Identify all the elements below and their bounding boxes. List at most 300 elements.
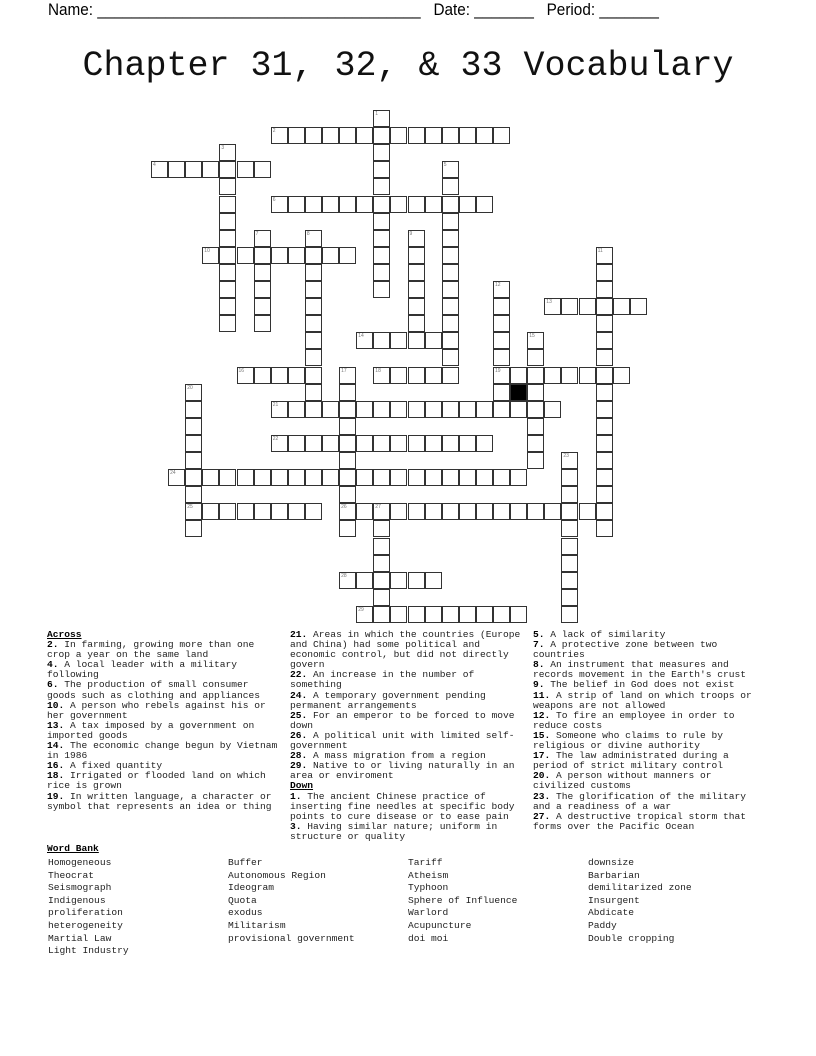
crossword-cell[interactable] bbox=[527, 418, 544, 435]
crossword-cell[interactable] bbox=[425, 503, 442, 520]
crossword-cell[interactable] bbox=[544, 298, 561, 315]
crossword-cell[interactable] bbox=[476, 127, 493, 144]
crossword-cell[interactable] bbox=[390, 606, 407, 623]
crossword-cell[interactable] bbox=[168, 469, 185, 486]
crossword-cell[interactable] bbox=[476, 469, 493, 486]
crossword-cell[interactable] bbox=[254, 298, 271, 315]
crossword-cell[interactable] bbox=[339, 384, 356, 401]
crossword-cell[interactable] bbox=[425, 401, 442, 418]
crossword-cell[interactable] bbox=[561, 367, 578, 384]
crossword-cell[interactable] bbox=[459, 469, 476, 486]
clue-number: 24. bbox=[290, 689, 308, 701]
crossword-cell[interactable] bbox=[339, 520, 356, 537]
crossword-cell[interactable] bbox=[185, 469, 202, 486]
word-bank-item: demilitarized zone bbox=[588, 882, 692, 894]
crossword-cell[interactable] bbox=[442, 127, 459, 144]
crossword-cell[interactable] bbox=[579, 367, 596, 384]
crossword-cell[interactable] bbox=[408, 435, 425, 452]
crossword-cell[interactable] bbox=[373, 247, 390, 264]
crossword-cell[interactable] bbox=[425, 196, 442, 213]
crossword-cell[interactable] bbox=[493, 469, 510, 486]
crossword-cell[interactable] bbox=[219, 315, 236, 332]
crossword-cell[interactable] bbox=[305, 384, 322, 401]
clue-number: 28 bbox=[341, 572, 347, 579]
word-bank-item: Barbarian bbox=[588, 869, 640, 881]
crossword-cell[interactable] bbox=[373, 332, 390, 349]
crossword-cell[interactable] bbox=[271, 435, 288, 452]
crossword-cell[interactable] bbox=[305, 435, 322, 452]
crossword-cell[interactable] bbox=[596, 298, 613, 315]
crossword-cell[interactable] bbox=[202, 469, 219, 486]
crossword-cell[interactable] bbox=[322, 196, 339, 213]
crossword-cell[interactable] bbox=[356, 127, 373, 144]
crossword-cell[interactable] bbox=[219, 196, 236, 213]
crossword-cell[interactable] bbox=[339, 247, 356, 264]
crossword-cell[interactable] bbox=[390, 127, 407, 144]
crossword-cell[interactable] bbox=[202, 247, 219, 264]
crossword-cell[interactable] bbox=[219, 298, 236, 315]
crossword-cell[interactable] bbox=[202, 503, 219, 520]
crossword-cell[interactable] bbox=[271, 367, 288, 384]
crossword-cell[interactable] bbox=[168, 161, 185, 178]
crossword-cell[interactable] bbox=[425, 435, 442, 452]
crossword-cell[interactable] bbox=[373, 230, 390, 247]
clue-text: A local leader with a military following bbox=[47, 659, 237, 681]
crossword-cell[interactable] bbox=[425, 127, 442, 144]
crossword-cell[interactable] bbox=[373, 264, 390, 281]
clue-text: In farming, growing more than one crop a year on the same land bbox=[47, 639, 255, 661]
crossword-cell[interactable] bbox=[151, 161, 168, 178]
crossword-cell[interactable] bbox=[390, 196, 407, 213]
crossword-cell[interactable] bbox=[373, 127, 390, 144]
period-line[interactable]: _______ bbox=[599, 0, 659, 19]
crossword-cell[interactable] bbox=[271, 247, 288, 264]
crossword-cell[interactable] bbox=[408, 606, 425, 623]
name-line[interactable]: ______________________________________ bbox=[97, 0, 421, 19]
crossword-cell[interactable] bbox=[373, 435, 390, 452]
crossword-cell[interactable] bbox=[408, 127, 425, 144]
crossword-cell[interactable] bbox=[596, 435, 613, 452]
crossword-cell[interactable] bbox=[459, 401, 476, 418]
crossword-cell[interactable] bbox=[408, 572, 425, 589]
crossword-cell[interactable] bbox=[442, 281, 459, 298]
crossword-cell[interactable] bbox=[527, 503, 544, 520]
crossword-cell[interactable] bbox=[510, 469, 527, 486]
crossword-cell[interactable] bbox=[373, 144, 390, 161]
crossword-cell[interactable] bbox=[408, 281, 425, 298]
crossword-cell[interactable] bbox=[254, 503, 271, 520]
crossword-cell[interactable] bbox=[305, 315, 322, 332]
crossword-cell[interactable] bbox=[254, 315, 271, 332]
crossword-cell[interactable] bbox=[185, 384, 202, 401]
crossword-cell[interactable] bbox=[322, 435, 339, 452]
crossword-cell[interactable] bbox=[561, 486, 578, 503]
crossword-cell[interactable] bbox=[373, 110, 390, 127]
crossword-cell[interactable] bbox=[561, 572, 578, 589]
crossword-cell[interactable] bbox=[305, 281, 322, 298]
crossword-cell[interactable] bbox=[373, 196, 390, 213]
crossword-cell[interactable] bbox=[425, 367, 442, 384]
crossword-cell[interactable] bbox=[442, 401, 459, 418]
crossword-cell[interactable] bbox=[356, 196, 373, 213]
crossword-cell[interactable] bbox=[219, 503, 236, 520]
crossword-cell[interactable] bbox=[527, 452, 544, 469]
crossword-cell[interactable] bbox=[493, 127, 510, 144]
crossword-cell[interactable] bbox=[459, 606, 476, 623]
crossword-cell[interactable] bbox=[254, 469, 271, 486]
crossword-cell[interactable] bbox=[442, 469, 459, 486]
crossword-cell[interactable] bbox=[305, 127, 322, 144]
crossword-cell[interactable] bbox=[305, 196, 322, 213]
crossword-cell[interactable] bbox=[442, 213, 459, 230]
crossword-cell[interactable] bbox=[339, 196, 356, 213]
crossword-cell[interactable] bbox=[442, 367, 459, 384]
crossword-cell[interactable] bbox=[373, 401, 390, 418]
crossword-cell[interactable] bbox=[561, 555, 578, 572]
crossword-cell[interactable] bbox=[579, 298, 596, 315]
crossword-cell[interactable] bbox=[219, 178, 236, 195]
clue-number: 18 bbox=[375, 367, 381, 374]
crossword-cell[interactable] bbox=[613, 298, 630, 315]
crossword-cell[interactable] bbox=[596, 264, 613, 281]
crossword-cell[interactable] bbox=[408, 264, 425, 281]
crossword-cell[interactable] bbox=[339, 418, 356, 435]
crossword-cell[interactable] bbox=[527, 349, 544, 366]
crossword-cell[interactable] bbox=[219, 281, 236, 298]
crossword-cell[interactable] bbox=[339, 401, 356, 418]
clue-number: 25. bbox=[290, 709, 308, 721]
crossword-cell[interactable] bbox=[356, 503, 373, 520]
clue-text: An instrument that measures and records movement in the Earth's crust bbox=[533, 659, 747, 681]
crossword-cell[interactable] bbox=[305, 469, 322, 486]
crossword-cell[interactable] bbox=[322, 127, 339, 144]
clue-number: 19. bbox=[47, 790, 65, 802]
down-clue bbox=[533, 691, 769, 711]
crossword-cell[interactable] bbox=[561, 606, 578, 623]
crossword-cell[interactable] bbox=[356, 606, 373, 623]
crossword-cell[interactable] bbox=[237, 503, 254, 520]
crossword-cell[interactable] bbox=[442, 247, 459, 264]
crossword-cell[interactable] bbox=[271, 196, 288, 213]
crossword-cell[interactable] bbox=[596, 332, 613, 349]
crossword-cell[interactable] bbox=[390, 401, 407, 418]
down-clue bbox=[533, 660, 769, 680]
crossword-cell[interactable] bbox=[476, 606, 493, 623]
crossword-cell[interactable] bbox=[442, 606, 459, 623]
crossword-cell[interactable] bbox=[185, 503, 202, 520]
crossword-cell[interactable] bbox=[322, 469, 339, 486]
crossword-cell[interactable] bbox=[493, 367, 510, 384]
crossword-cell[interactable] bbox=[339, 435, 356, 452]
crossword-cell[interactable] bbox=[390, 435, 407, 452]
clue-number: 11 bbox=[597, 247, 603, 254]
crossword-cell[interactable] bbox=[185, 435, 202, 452]
crossword-cell[interactable] bbox=[493, 349, 510, 366]
crossword-cell[interactable] bbox=[493, 315, 510, 332]
crossword-cell[interactable] bbox=[185, 486, 202, 503]
crossword-cell[interactable] bbox=[476, 196, 493, 213]
crossword-cell[interactable] bbox=[254, 281, 271, 298]
crossword-cell[interactable] bbox=[561, 469, 578, 486]
crossword-cell[interactable] bbox=[373, 606, 390, 623]
clue-text: A destructive tropical storm that forms over the Pacific Ocean bbox=[533, 810, 747, 832]
crossword-cell[interactable] bbox=[288, 247, 305, 264]
crossword-cell[interactable] bbox=[596, 315, 613, 332]
crossword-cell[interactable] bbox=[322, 401, 339, 418]
crossword-cell[interactable] bbox=[390, 469, 407, 486]
clue-number: 3 bbox=[221, 145, 225, 152]
crossword-cell[interactable] bbox=[459, 435, 476, 452]
crossword-cell[interactable] bbox=[561, 503, 578, 520]
crossword-cell[interactable] bbox=[373, 503, 390, 520]
crossword-cell[interactable] bbox=[476, 401, 493, 418]
crossword-cell[interactable] bbox=[219, 161, 236, 178]
crossword-cell[interactable] bbox=[185, 452, 202, 469]
crossword-cell[interactable] bbox=[254, 247, 271, 264]
crossword-cell[interactable] bbox=[408, 332, 425, 349]
crossword-cell[interactable] bbox=[425, 469, 442, 486]
crossword-cell[interactable] bbox=[219, 144, 236, 161]
crossword-cell[interactable] bbox=[408, 230, 425, 247]
crossword-cell[interactable] bbox=[561, 589, 578, 606]
crossword-cell[interactable] bbox=[425, 606, 442, 623]
crossword-cell[interactable] bbox=[442, 332, 459, 349]
crossword-cell[interactable] bbox=[254, 264, 271, 281]
crossword-cell[interactable] bbox=[288, 196, 305, 213]
crossword-cell[interactable] bbox=[185, 401, 202, 418]
crossword-cell[interactable] bbox=[527, 367, 544, 384]
crossword-cell[interactable] bbox=[356, 332, 373, 349]
crossword-cell[interactable] bbox=[305, 503, 322, 520]
crossword-cell[interactable] bbox=[254, 161, 271, 178]
word-bank-item: Acupuncture bbox=[408, 919, 472, 931]
crossword-cell[interactable] bbox=[493, 332, 510, 349]
crossword-cell[interactable] bbox=[476, 435, 493, 452]
crossword-cell[interactable] bbox=[596, 503, 613, 520]
crossword-cell[interactable] bbox=[408, 503, 425, 520]
crossword-cell[interactable] bbox=[510, 367, 527, 384]
period-label: Period: bbox=[546, 0, 596, 19]
crossword-cell[interactable] bbox=[493, 401, 510, 418]
clue-text: A strip of land on which troops or weapons are not allowed bbox=[533, 689, 752, 711]
clue-text: In written language, a character or symbol that represents an idea or thing bbox=[47, 790, 272, 812]
crossword-cell[interactable] bbox=[510, 503, 527, 520]
crossword-cell[interactable] bbox=[373, 589, 390, 606]
crossword-cell[interactable] bbox=[390, 367, 407, 384]
crossword-cell[interactable] bbox=[322, 247, 339, 264]
crossword-cell[interactable] bbox=[442, 230, 459, 247]
crossword-cell[interactable] bbox=[425, 572, 442, 589]
crossword-cell[interactable] bbox=[305, 298, 322, 315]
clue-number: 11. bbox=[533, 689, 551, 701]
crossword-cell[interactable] bbox=[493, 606, 510, 623]
crossword-cell[interactable] bbox=[305, 230, 322, 247]
crossword-cell[interactable] bbox=[442, 178, 459, 195]
crossword-cell[interactable] bbox=[442, 196, 459, 213]
word-bank-item: Indigenous bbox=[48, 894, 106, 906]
crossword-cell[interactable] bbox=[288, 503, 305, 520]
across-clue bbox=[47, 741, 283, 761]
crossword-cell[interactable] bbox=[390, 503, 407, 520]
crossword-cell[interactable] bbox=[596, 349, 613, 366]
crossword-cell[interactable] bbox=[219, 247, 236, 264]
crossword-cell[interactable] bbox=[373, 213, 390, 230]
crossword-cell[interactable] bbox=[271, 127, 288, 144]
down-clue bbox=[533, 711, 769, 731]
crossword-cell[interactable] bbox=[510, 606, 527, 623]
crossword-cell[interactable] bbox=[305, 349, 322, 366]
crossword-cell[interactable] bbox=[254, 230, 271, 247]
crossword-cell[interactable] bbox=[476, 503, 493, 520]
crossword-cell[interactable] bbox=[373, 469, 390, 486]
crossword-cell[interactable] bbox=[527, 435, 544, 452]
crossword-cell[interactable] bbox=[596, 401, 613, 418]
crossword-cell[interactable] bbox=[339, 367, 356, 384]
crossword-cell[interactable] bbox=[373, 555, 390, 572]
clue-number: 1 bbox=[375, 111, 379, 117]
crossword-cell[interactable] bbox=[237, 247, 254, 264]
crossword-cell[interactable] bbox=[305, 401, 322, 418]
clue-number: 10. bbox=[47, 699, 65, 711]
crossword-cell[interactable] bbox=[442, 161, 459, 178]
crossword-cell[interactable] bbox=[373, 281, 390, 298]
crossword-cell[interactable] bbox=[630, 298, 647, 315]
crossword-cell[interactable] bbox=[544, 401, 561, 418]
across-clue bbox=[47, 701, 283, 721]
crossword-cell[interactable] bbox=[442, 349, 459, 366]
crossword-cell[interactable] bbox=[288, 401, 305, 418]
crossword-cell[interactable] bbox=[561, 452, 578, 469]
crossword-cell[interactable] bbox=[527, 332, 544, 349]
crossword-cell[interactable] bbox=[237, 469, 254, 486]
crossword-cell[interactable] bbox=[493, 384, 510, 401]
crossword-cell[interactable] bbox=[561, 520, 578, 537]
crossword-cell[interactable] bbox=[596, 452, 613, 469]
crossword-cell[interactable] bbox=[561, 538, 578, 555]
crossword-cell[interactable] bbox=[288, 127, 305, 144]
crossword-cell[interactable] bbox=[271, 469, 288, 486]
crossword-cell[interactable] bbox=[373, 161, 390, 178]
crossword-cell[interactable] bbox=[408, 469, 425, 486]
crossword-cell[interactable] bbox=[373, 178, 390, 195]
crossword-cell[interactable] bbox=[185, 418, 202, 435]
crossword-cell[interactable] bbox=[442, 264, 459, 281]
crossword-cell[interactable] bbox=[356, 435, 373, 452]
crossword-cell[interactable] bbox=[544, 503, 561, 520]
crossword-cell[interactable] bbox=[185, 520, 202, 537]
crossword-cell[interactable] bbox=[219, 264, 236, 281]
crossword-cell[interactable] bbox=[390, 572, 407, 589]
crossword-cell[interactable] bbox=[339, 452, 356, 469]
crossword-cell[interactable] bbox=[271, 503, 288, 520]
crossword-cell[interactable] bbox=[596, 418, 613, 435]
crossword-cell[interactable] bbox=[493, 298, 510, 315]
crossword-cell[interactable] bbox=[339, 572, 356, 589]
crossword-cell[interactable] bbox=[442, 503, 459, 520]
crossword-cell[interactable] bbox=[527, 384, 544, 401]
crossword-cell[interactable] bbox=[510, 401, 527, 418]
crossword-cell[interactable] bbox=[408, 247, 425, 264]
crossword-cell[interactable] bbox=[596, 486, 613, 503]
crossword-cell[interactable] bbox=[579, 503, 596, 520]
clue-number: 26. bbox=[290, 729, 308, 741]
crossword-cell[interactable] bbox=[373, 538, 390, 555]
crossword-cell[interactable] bbox=[305, 247, 322, 264]
crossword-cell[interactable] bbox=[288, 435, 305, 452]
crossword-cell[interactable] bbox=[373, 572, 390, 589]
crossword-cell[interactable] bbox=[219, 213, 236, 230]
date-line[interactable]: _______ bbox=[474, 0, 534, 19]
crossword-cell[interactable] bbox=[288, 367, 305, 384]
crossword-cell[interactable] bbox=[339, 469, 356, 486]
crossword-cell[interactable] bbox=[271, 401, 288, 418]
crossword-cell[interactable] bbox=[305, 332, 322, 349]
crossword-cell[interactable] bbox=[356, 469, 373, 486]
crossword-cell[interactable] bbox=[305, 367, 322, 384]
crossword-cell[interactable] bbox=[339, 503, 356, 520]
crossword-cell[interactable] bbox=[356, 572, 373, 589]
crossword-cell[interactable] bbox=[596, 384, 613, 401]
crossword-cell[interactable] bbox=[254, 367, 271, 384]
crossword-cell[interactable] bbox=[493, 503, 510, 520]
crossword-cell[interactable] bbox=[596, 469, 613, 486]
crossword-cell[interactable] bbox=[596, 247, 613, 264]
crossword-cell[interactable] bbox=[459, 503, 476, 520]
crossword-cell[interactable] bbox=[459, 127, 476, 144]
crossword-cell[interactable] bbox=[408, 367, 425, 384]
crossword-cell[interactable] bbox=[613, 367, 630, 384]
crossword-cell[interactable] bbox=[185, 161, 202, 178]
clue-number: 14 bbox=[358, 333, 364, 340]
crossword-cell[interactable] bbox=[544, 367, 561, 384]
crossword-cell[interactable] bbox=[237, 367, 254, 384]
clue-number: 21 bbox=[272, 401, 279, 408]
crossword-cell[interactable] bbox=[339, 486, 356, 503]
crossword-cell[interactable] bbox=[408, 298, 425, 315]
crossword-cell[interactable] bbox=[202, 161, 219, 178]
crossword-cell[interactable] bbox=[425, 332, 442, 349]
crossword-cell[interactable] bbox=[219, 230, 236, 247]
crossword-cell[interactable] bbox=[596, 281, 613, 298]
clue-number: 20. bbox=[533, 770, 551, 782]
crossword-cell[interactable] bbox=[305, 264, 322, 281]
crossword-cell[interactable] bbox=[493, 281, 510, 298]
crossword-cell[interactable] bbox=[408, 401, 425, 418]
crossword-cell[interactable] bbox=[596, 367, 613, 384]
word-bank-item: Martial Law bbox=[48, 932, 112, 944]
crossword-cell[interactable] bbox=[596, 520, 613, 537]
down-clue bbox=[533, 792, 769, 812]
crossword-cell[interactable] bbox=[561, 298, 578, 315]
crossword-cell[interactable] bbox=[373, 367, 390, 384]
word-bank-column bbox=[48, 857, 129, 958]
crossword-cell[interactable] bbox=[527, 401, 544, 418]
crossword-cell[interactable] bbox=[442, 435, 459, 452]
crossword-cell[interactable] bbox=[442, 315, 459, 332]
crossword-cell[interactable] bbox=[356, 401, 373, 418]
crossword-cell[interactable] bbox=[459, 196, 476, 213]
crossword-cell[interactable] bbox=[408, 196, 425, 213]
crossword-cell[interactable] bbox=[442, 298, 459, 315]
crossword-cell[interactable] bbox=[373, 520, 390, 537]
crossword-cell[interactable] bbox=[408, 315, 425, 332]
across-clue bbox=[290, 731, 526, 751]
crossword-cell[interactable] bbox=[288, 469, 305, 486]
crossword-cell[interactable] bbox=[237, 161, 254, 178]
crossword-cell[interactable] bbox=[390, 332, 407, 349]
crossword-cell[interactable] bbox=[339, 127, 356, 144]
crossword-cell[interactable] bbox=[219, 469, 236, 486]
